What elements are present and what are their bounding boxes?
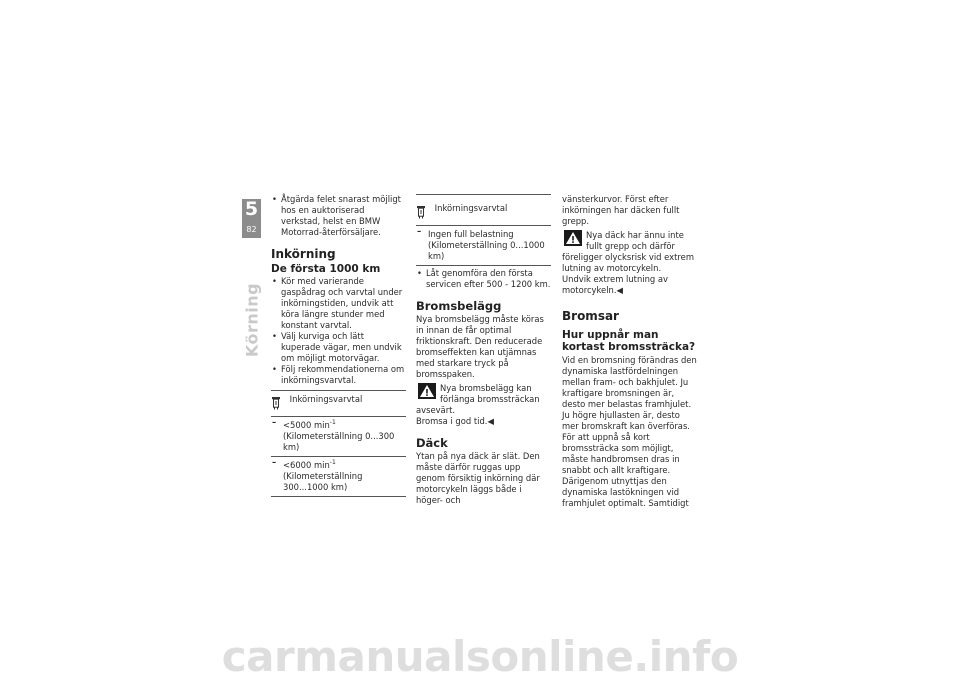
warning-block <box>416 383 551 416</box>
section-heading-brakes: Bromsar <box>562 309 619 323</box>
column-3 <box>562 194 698 509</box>
paragraph: Ytan på nya däck är slät. Den måste därför ruggas upp genom försiktig inkörning där motorcykeln läggs både i höger- och <box>416 451 540 505</box>
paragraph: Nya bromsbelägg måste köras in innan de får optimal friktionskraft. Den reducerade bromseffekten kan utjämnas med starkare tryck på bromsspaken. <box>416 314 544 379</box>
section-heading-brake-pads: Bromsbelägg <box>416 299 502 313</box>
section-heading: Inkörning <box>271 247 336 261</box>
tachometer-icon <box>271 396 281 410</box>
column-2 <box>416 194 551 506</box>
warning-block <box>562 230 698 274</box>
list-item: • Kör med varierande gaspådrag och varvtal under inkörningstiden, undvik att köra längre stunder med konstant varvtal. <box>271 276 406 331</box>
paragraph: vänsterkurvor. Först efter inkörningen har däcken fullt grepp. <box>562 194 680 226</box>
list-item: • Följ rekommendationerna om inkörningsvarvtal. <box>271 364 406 386</box>
warning-text: Nya däck har ännu inte fullt grepp och därför föreligger olycksrisk vid extrem lutning av motorcykeln. <box>562 230 694 273</box>
tachometer-icon <box>416 205 426 219</box>
warning-icon <box>418 383 436 399</box>
table-header <box>416 195 551 226</box>
paragraph: Undvik extrem lutning av motorcykeln.◀ <box>562 274 668 295</box>
section-heading-tires: Däck <box>416 436 448 450</box>
subsection-heading: De första 1000 km <box>271 263 381 275</box>
page-number: 82 <box>246 225 257 234</box>
list-item: • Välj kurviga och lätt kuperade vägar, men undvik om möjligt motorvägar. <box>271 331 406 364</box>
rpm-table <box>271 390 406 497</box>
paragraph: Bromsa i god tid.◀ <box>416 416 494 426</box>
paragraph: För att uppnå så kort bromssträcka som möjligt, måste handbromsen dras in snabbt och allt kraftigare. Därigenom utnyttjas den dynamiska lastökningen vid framhjulet optimalt. Samtidigt <box>562 432 689 508</box>
subsection-heading: Hur uppnår man kortast bromssträcka? <box>562 329 696 353</box>
chapter-number: 5 <box>244 198 259 220</box>
list-item: • Låt genomföra den första servicen efter 500 - 1200 km. <box>416 268 551 290</box>
warning-text: Nya bromsbelägg kan förlänga bromssträckan avsevärt. <box>416 383 540 415</box>
column-1 <box>271 194 406 497</box>
table-header-label: Inkörningsvarvtal <box>434 203 508 213</box>
paragraph: Vid en bromsning förändras den dynamiska lastfördelningen mellan fram- och bakhjulet. Ju kraftigare bromsningen är, desto mer belastas framhjulet. Ju högre hjullasten är, desto mer bromskraft kan överföras. <box>562 355 697 431</box>
table-row: – <6000 $\min^{-1}$ (Kilometerställning 300...1000 km) <box>271 457 406 497</box>
warning-icon <box>564 230 582 246</box>
watermark: carmanualsonline.info <box>221 632 739 681</box>
list-item: • Åtgärda felet snarast möjligt hos en auktoriserad verkstad, helst en BMW Motorrad-återförsäljare. <box>271 194 406 238</box>
chapter-label: Körning <box>242 282 262 358</box>
rpm-table-continued <box>416 194 551 266</box>
table-header-label: Inkörningsvarvtal <box>289 394 363 404</box>
table-header <box>271 391 406 417</box>
table-row: – Ingen full belastning (Kilometerställning 0...1000 km) <box>416 226 551 266</box>
table-row: – <5000 $\min^{-1}$ (Kilometerställning 0...300 km) <box>271 417 406 457</box>
